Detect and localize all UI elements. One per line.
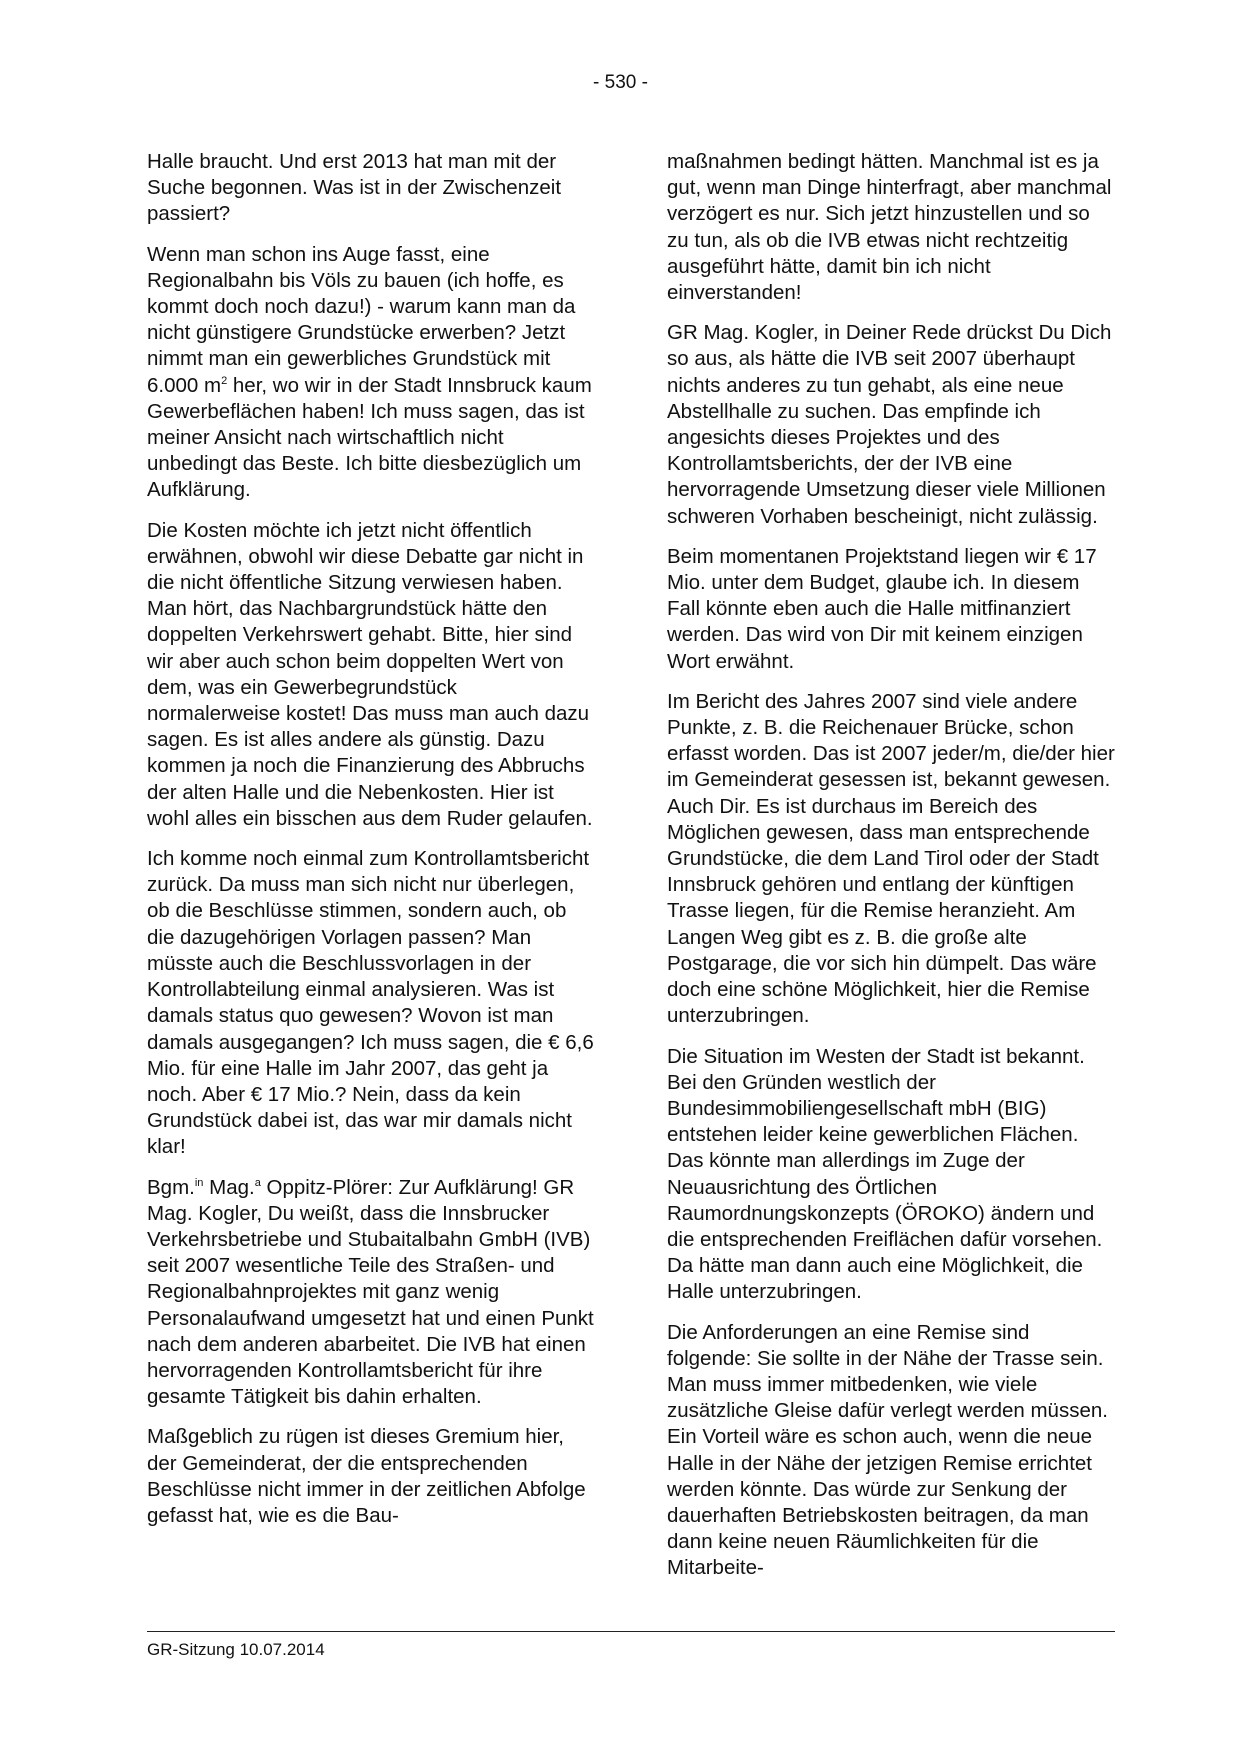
paragraph-text: Zur Aufklärung! GR Mag. Kogler, Du weißt, dass die Innsbrucker Verkehrsbetriebe und Stubaitalbahn GmbH (IVB) seit 2007 wesentliche Teile des Straßen- und Regionalbahnprojektes mit ganz wenig Personalaufwand umgesetzt hat und einen Punkt nach dem anderen abarbeitet. Die IVB hat einen hervorragenden Kontrollamtsbericht für ihre gesamte Tätigkeit bis dahin erhalten.: [147, 1175, 594, 1409]
speaker-name: [147, 1176, 393, 1199]
speaker-surname: Oppitz-Plörer:: [260, 1175, 393, 1199]
paragraph: maßnahmen bedingt hätten. Manchmal ist es ja gut, wenn man Dinge hinterfragt, aber manchmal verzögert es nur. Sich jetzt hinzustellen und so zu tun, als ob die IVB etwas nicht rechtzeitig ausgeführt hätte, damit bin ich nicht einverstanden!: [667, 150, 1112, 305]
superscript: in: [194, 1176, 204, 1189]
paragraph: Ich komme noch einmal zum Kontrollamtsbericht zurück. Da muss man sich nicht nur überlegen, ob die Beschlüsse stimmen, sondern auch, ob die dazugehörigen Vorlagen passen? Man müsste auch die Beschlussvorlagen in der Kontrollabteilung einmal analysieren. Was ist damals status quo gewesen? Wovon ist man damals ausgegangen? Ich muss sagen, die € 6,6 Mio. für eine Halle im Jahr 2007, das geht ja noch. Aber € 17 Mio.? Nein, dass da kein Grundstück dabei ist, das war mir damals nicht klar!: [147, 847, 594, 1159]
speaker-title: Mag.: [203, 1175, 255, 1199]
footer-divider: [147, 1631, 1115, 1632]
paragraph-text: Wenn man schon ins Auge fasst, eine Regionalbahn bis Völs zu bauen (ich hoffe, es kommt doch noch dazu!) - warum kann man da nicht günstigere Grundstücke erwerben? Jetzt nimmt man ein gewerbliches Grundstück mit 6.000 m: [147, 242, 576, 397]
paragraph: Beim momentanen Projektstand liegen wir € 17 Mio. unter dem Budget, glaube ich. In diesem Fall könnte eben auch die Halle mitfinanziert werden. Das wird von Dir mit keinem einzigen Wort erwähnt.: [667, 544, 1097, 673]
speaker-title: Bgm.: [147, 1175, 195, 1199]
footer-text: GR-Sitzung 10.07.2014: [147, 1640, 325, 1659]
speaker-paragraph: [147, 1175, 595, 1411]
paragraph: GR Mag. Kogler, in Deiner Rede drückst Du Dich so aus, als hätte die IVB seit 2007 überhaupt nichts anderes zu tun gehabt, als eine neue Abstellhalle zu suchen. Das empfinde ich angesichts dieses Projektes und des Kontrollamtsberichts, der der IVB eine hervorragende Umsetzung dieser viele Millionen schweren Vorhaben bescheinigt, nicht zulässig.: [667, 321, 1112, 528]
paragraph: Maßgeblich zu rügen ist dieses Gremium hier, der Gemeinderat, der die entsprechenden Beschlüsse nicht immer in der zeitlichen Abfolge gefasst hat, wie es die Bau-: [147, 1425, 586, 1527]
superscript: 2: [221, 374, 228, 387]
paragraph: Die Kosten möchte ich jetzt nicht öffentlich erwähnen, obwohl wir diese Debatte gar nicht in die nicht öffentliche Sitzung verwiesen haben. Man hört, das Nachbargrundstück hätte den doppelten Verkehrswert gehabt. Bitte, hier sind wir aber auch schon beim doppelten Wert von dem, was ein Gewerbegrundstück normalerweise kostet! Das muss man auch dazu sagen. Es ist alles andere als günstig. Dazu kommen ja noch die Finanzierung des Abbruchs der alten Halle und die Nebenkosten. Hier ist wohl alles ein bisschen aus dem Ruder gelaufen.: [147, 518, 593, 830]
paragraph-text: her, wo wir in der Stadt Innsbruck kaum Gewerbeflächen haben! Ich muss sagen, das ist meiner Ansicht nach wirtschaftlich nicht unbedingt das Beste. Ich bitte diesbezüglich um Aufklärung.: [147, 373, 592, 502]
page-number: - 530 -: [593, 72, 648, 93]
paragraph: Im Bericht des Jahres 2007 sind viele andere Punkte, z. B. die Reichenauer Brücke, schon erfasst worden. Das ist 2007 jeder/m, die/der hier im Gemeinderat gesessen ist, bekannt gewesen. Auch Dir. Es ist durchaus im Bereich des Möglichen gewesen, dass man entsprechende Grundstücke, die dem Land Tirol oder der Stadt Innsbruck gehören und entlang der künftigen Trasse liegen, für die Remise heranzieht. Am Langen Weg gibt es z. B. die große alte Postgarage, die vor sich hin dümpelt. Das wäre doch eine schöne Möglichkeit, hier die Remise unterzubringen.: [667, 689, 1115, 1028]
left-column: [147, 149, 595, 1543]
right-column: [667, 149, 1115, 1596]
paragraph: Die Anforderungen an eine Remise sind folgende: Sie sollte in der Nähe der Trasse sein. Man muss immer mitbedenken, wie viele zusätzliche Gleise dafür verlegt werden müssen. Ein Vorteil wäre es schon auch, wenn die neue Halle in der Nähe der jetzigen Remise errichtet werden könnte. Das würde zur Senkung der dauerhaften Betriebskosten beitragen, da man dann keine neuen Räumlichkeiten für die Mitarbeite-: [667, 1320, 1108, 1580]
superscript: a: [254, 1176, 261, 1189]
paragraph: Halle braucht. Und erst 2013 hat man mit der Suche begonnen. Was ist in der Zwischenzeit passiert?: [147, 150, 562, 226]
paragraph: [147, 242, 595, 504]
paragraph: Die Situation im Westen der Stadt ist bekannt. Bei den Gründen westlich der Bundesimmobiliengesellschaft mbH (BIG) entstehen leider keine gewerblichen Flächen. Das könnte man allerdings im Zuge der Neuausrichtung des Örtlichen Raumordnungskonzepts (ÖROKO) ändern und die entsprechenden Freiflächen dafür vorsehen. Da hätte man dann auch eine Möglichkeit, die Halle unterzubringen.: [667, 1044, 1103, 1304]
